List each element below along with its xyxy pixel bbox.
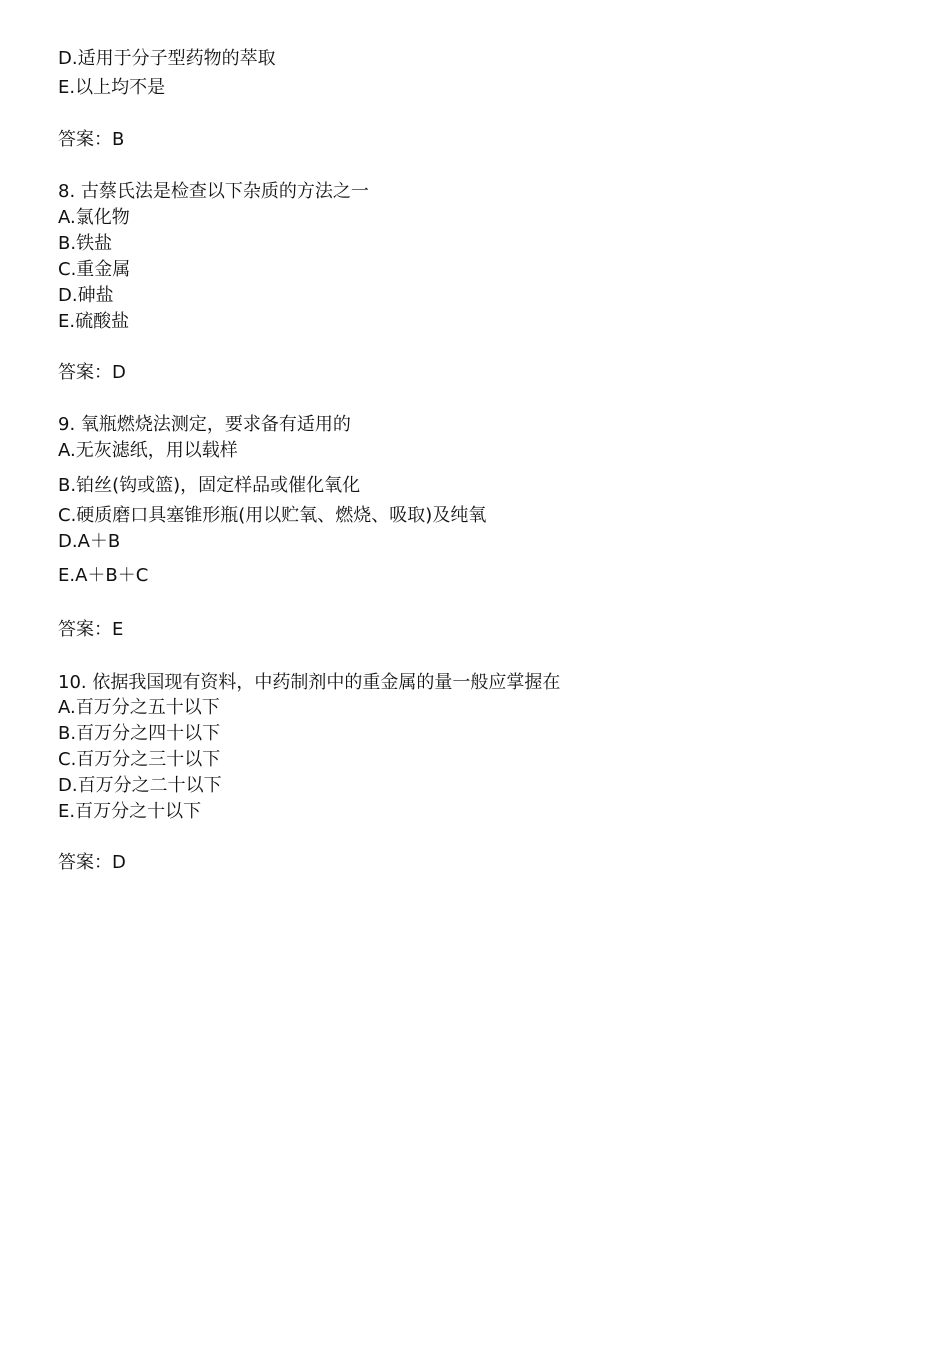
q8-option-b: B.铁盐 bbox=[58, 233, 113, 254]
q8-option-a: A.氯化物 bbox=[58, 207, 130, 228]
q10-option-c: C.百万分之三十以下 bbox=[58, 749, 221, 770]
q9-option-c: C.硬质磨口具塞锥形瓶(用以贮氧、燃烧、吸取)及纯氧 bbox=[58, 505, 487, 526]
q10-question: 10. 依据我国现有资料，中药制剂中的重金属的量一般应掌握在 bbox=[58, 672, 561, 693]
q9-option-e: E.A＋B＋C bbox=[58, 565, 149, 586]
q9-option-b: B.铂丝(钩或篮)，固定样品或催化氧化 bbox=[58, 475, 361, 496]
q10-answer: 答案：D bbox=[58, 852, 126, 873]
q9-option-a: A.无灰滤纸，用以载样 bbox=[58, 440, 238, 461]
q7-answer: 答案：B bbox=[58, 129, 125, 150]
q9-answer: 答案：E bbox=[58, 619, 124, 640]
q8-option-e: E.硫酸盐 bbox=[58, 311, 130, 332]
q10-option-b: B.百万分之四十以下 bbox=[58, 723, 221, 744]
q10-option-a: A.百万分之五十以下 bbox=[58, 697, 220, 718]
q8-option-c: C.重金属 bbox=[58, 259, 131, 280]
q8-option-d: D.砷盐 bbox=[58, 285, 114, 306]
q7-option-e: E.以上均不是 bbox=[58, 77, 166, 98]
q10-option-d: D.百万分之二十以下 bbox=[58, 775, 222, 796]
q9-option-d: D.A＋B bbox=[58, 531, 121, 552]
q7-option-d: D.适用于分子型药物的萃取 bbox=[58, 48, 276, 69]
q8-answer: 答案：D bbox=[58, 362, 126, 383]
q9-question: 9. 氧瓶燃烧法测定，要求备有适用的 bbox=[58, 414, 351, 435]
q8-question: 8. 古蔡氏法是检查以下杂质的方法之一 bbox=[58, 181, 369, 202]
q10-option-e: E.百万分之十以下 bbox=[58, 801, 202, 822]
